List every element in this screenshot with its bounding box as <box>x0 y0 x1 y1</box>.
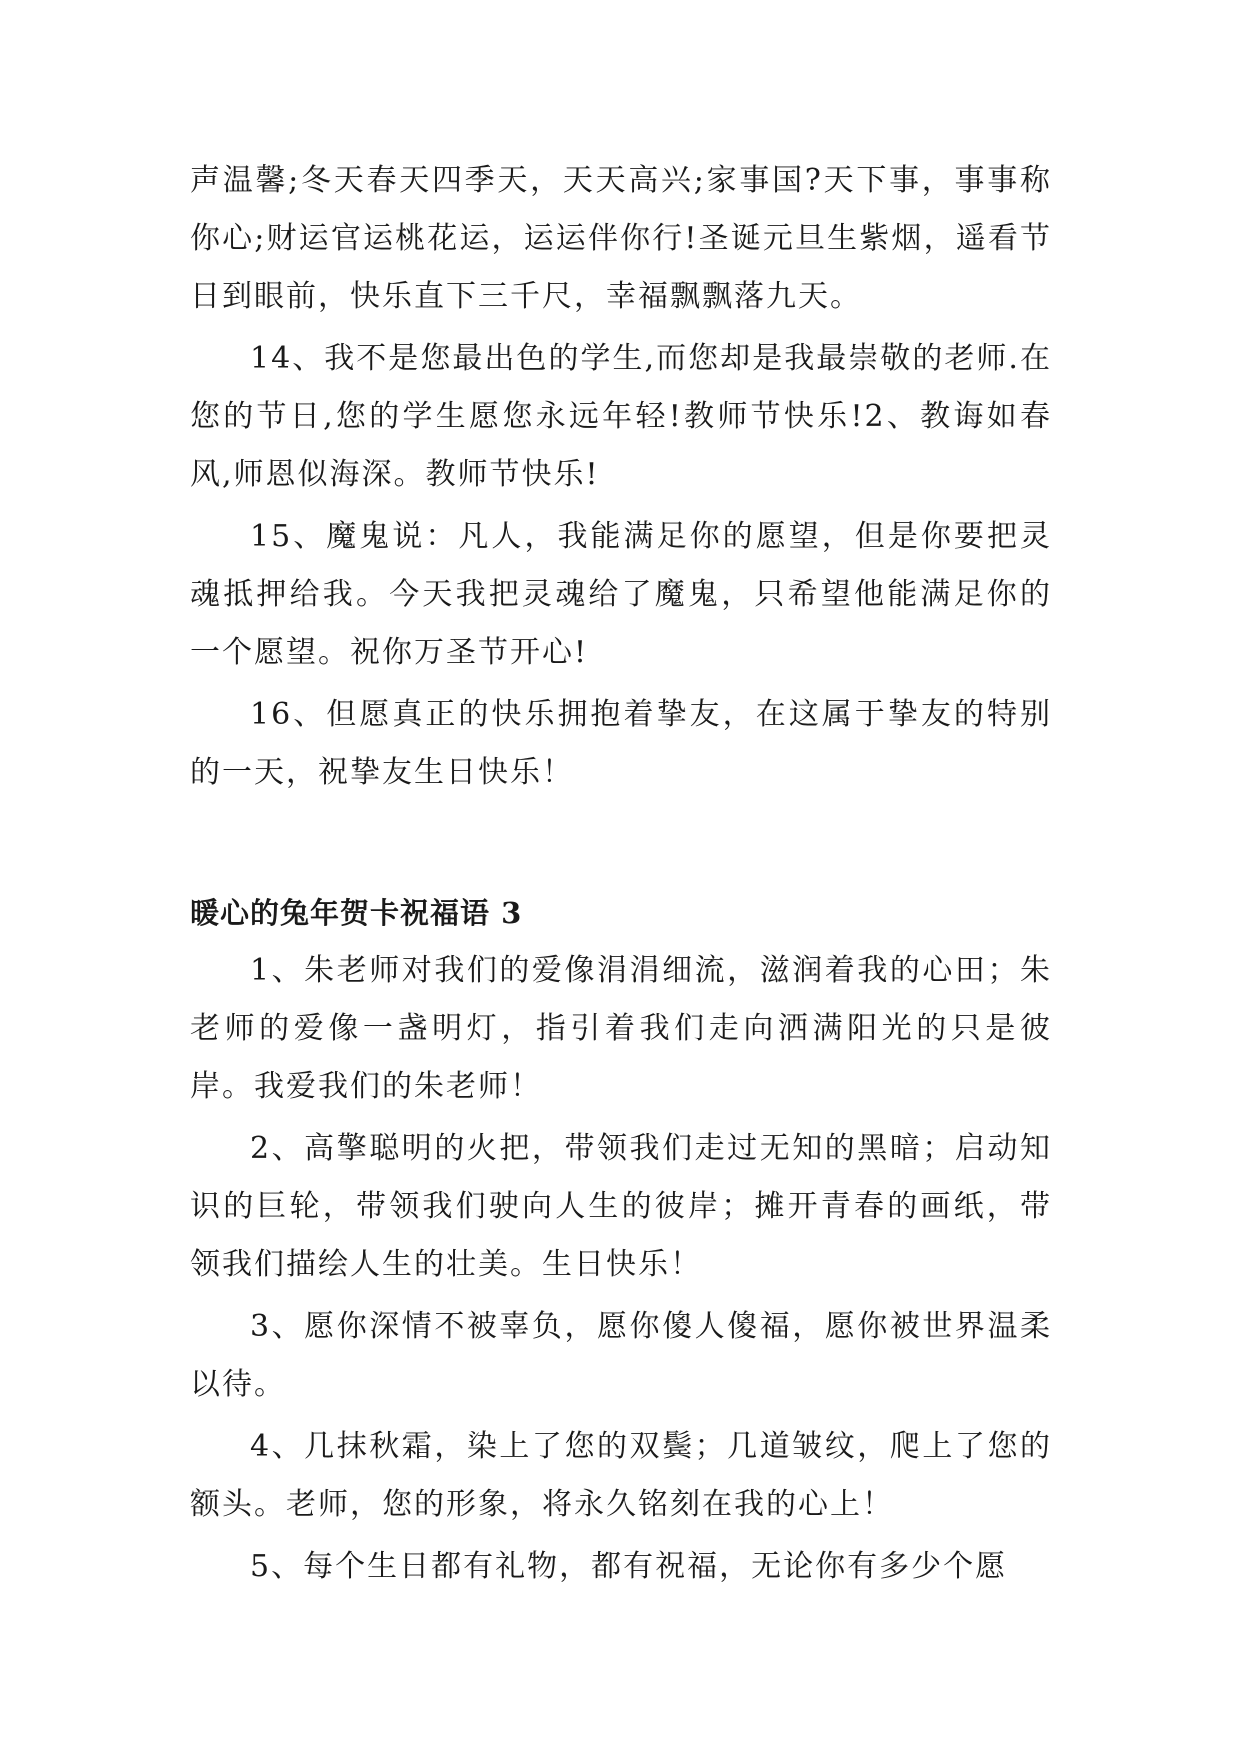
paragraph-15: 15、魔鬼说：凡人，我能满足你的愿望，但是你要把灵魂抵押给我。今天我把灵魂给了魔鬼，只希望他能满足你的一个愿望。祝你万圣节开心! <box>190 519 1052 670</box>
paragraph-4: 4、几抹秋霜，染上了您的双鬓；几道皱纹，爬上了您的额头。老师，您的形象，将永久铭刻在我的心上！ <box>190 1429 1052 1522</box>
paragraph-3: 3、愿你深情不被辜负，愿你傻人傻福，愿你被世界温柔以待。 <box>190 1309 1052 1402</box>
paragraph-2: 2、高擎聪明的火把，带领我们走过无知的黑暗；启动知识的巨轮，带领我们驶向人生的彼岸；摊开青春的画纸，带领我们描绘人生的壮美。生日快乐！ <box>190 1131 1052 1282</box>
section-title: 暖心的兔年贺卡祝福语 3 <box>190 896 523 930</box>
paragraph-16: 16、但愿真正的快乐拥抱着挚友，在这属于挚友的特别的一天，祝挚友生日快乐！ <box>190 697 1052 790</box>
paragraph-1: 1、朱老师对我们的爱像涓涓细流，滋润着我的心田；朱老师的爱像一盏明灯，指引着我们走向洒满阳光的只是彼岸。我爱我们的朱老师！ <box>190 953 1052 1104</box>
paragraph-5: 5、每个生日都有礼物，都有祝福，无论你有多少个愿 <box>250 1549 1008 1584</box>
opening-paragraph: 声温馨;冬天春天四季天，天天高兴;家事国?天下事，事事称你心;财运官运桃花运，运运伴你行!圣诞元旦生紫烟，遥看节日到眼前，快乐直下三千尺，幸福飘飘落九天。 <box>190 163 1052 314</box>
document-body <box>190 152 1052 1596</box>
paragraph-14: 14、我不是您最出色的学生,而您却是我最崇敬的老师.在您的节日,您的学生愿您永远年轻!教师节快乐!2、教诲如春风,师恩似海深。教师节快乐! <box>190 341 1052 492</box>
